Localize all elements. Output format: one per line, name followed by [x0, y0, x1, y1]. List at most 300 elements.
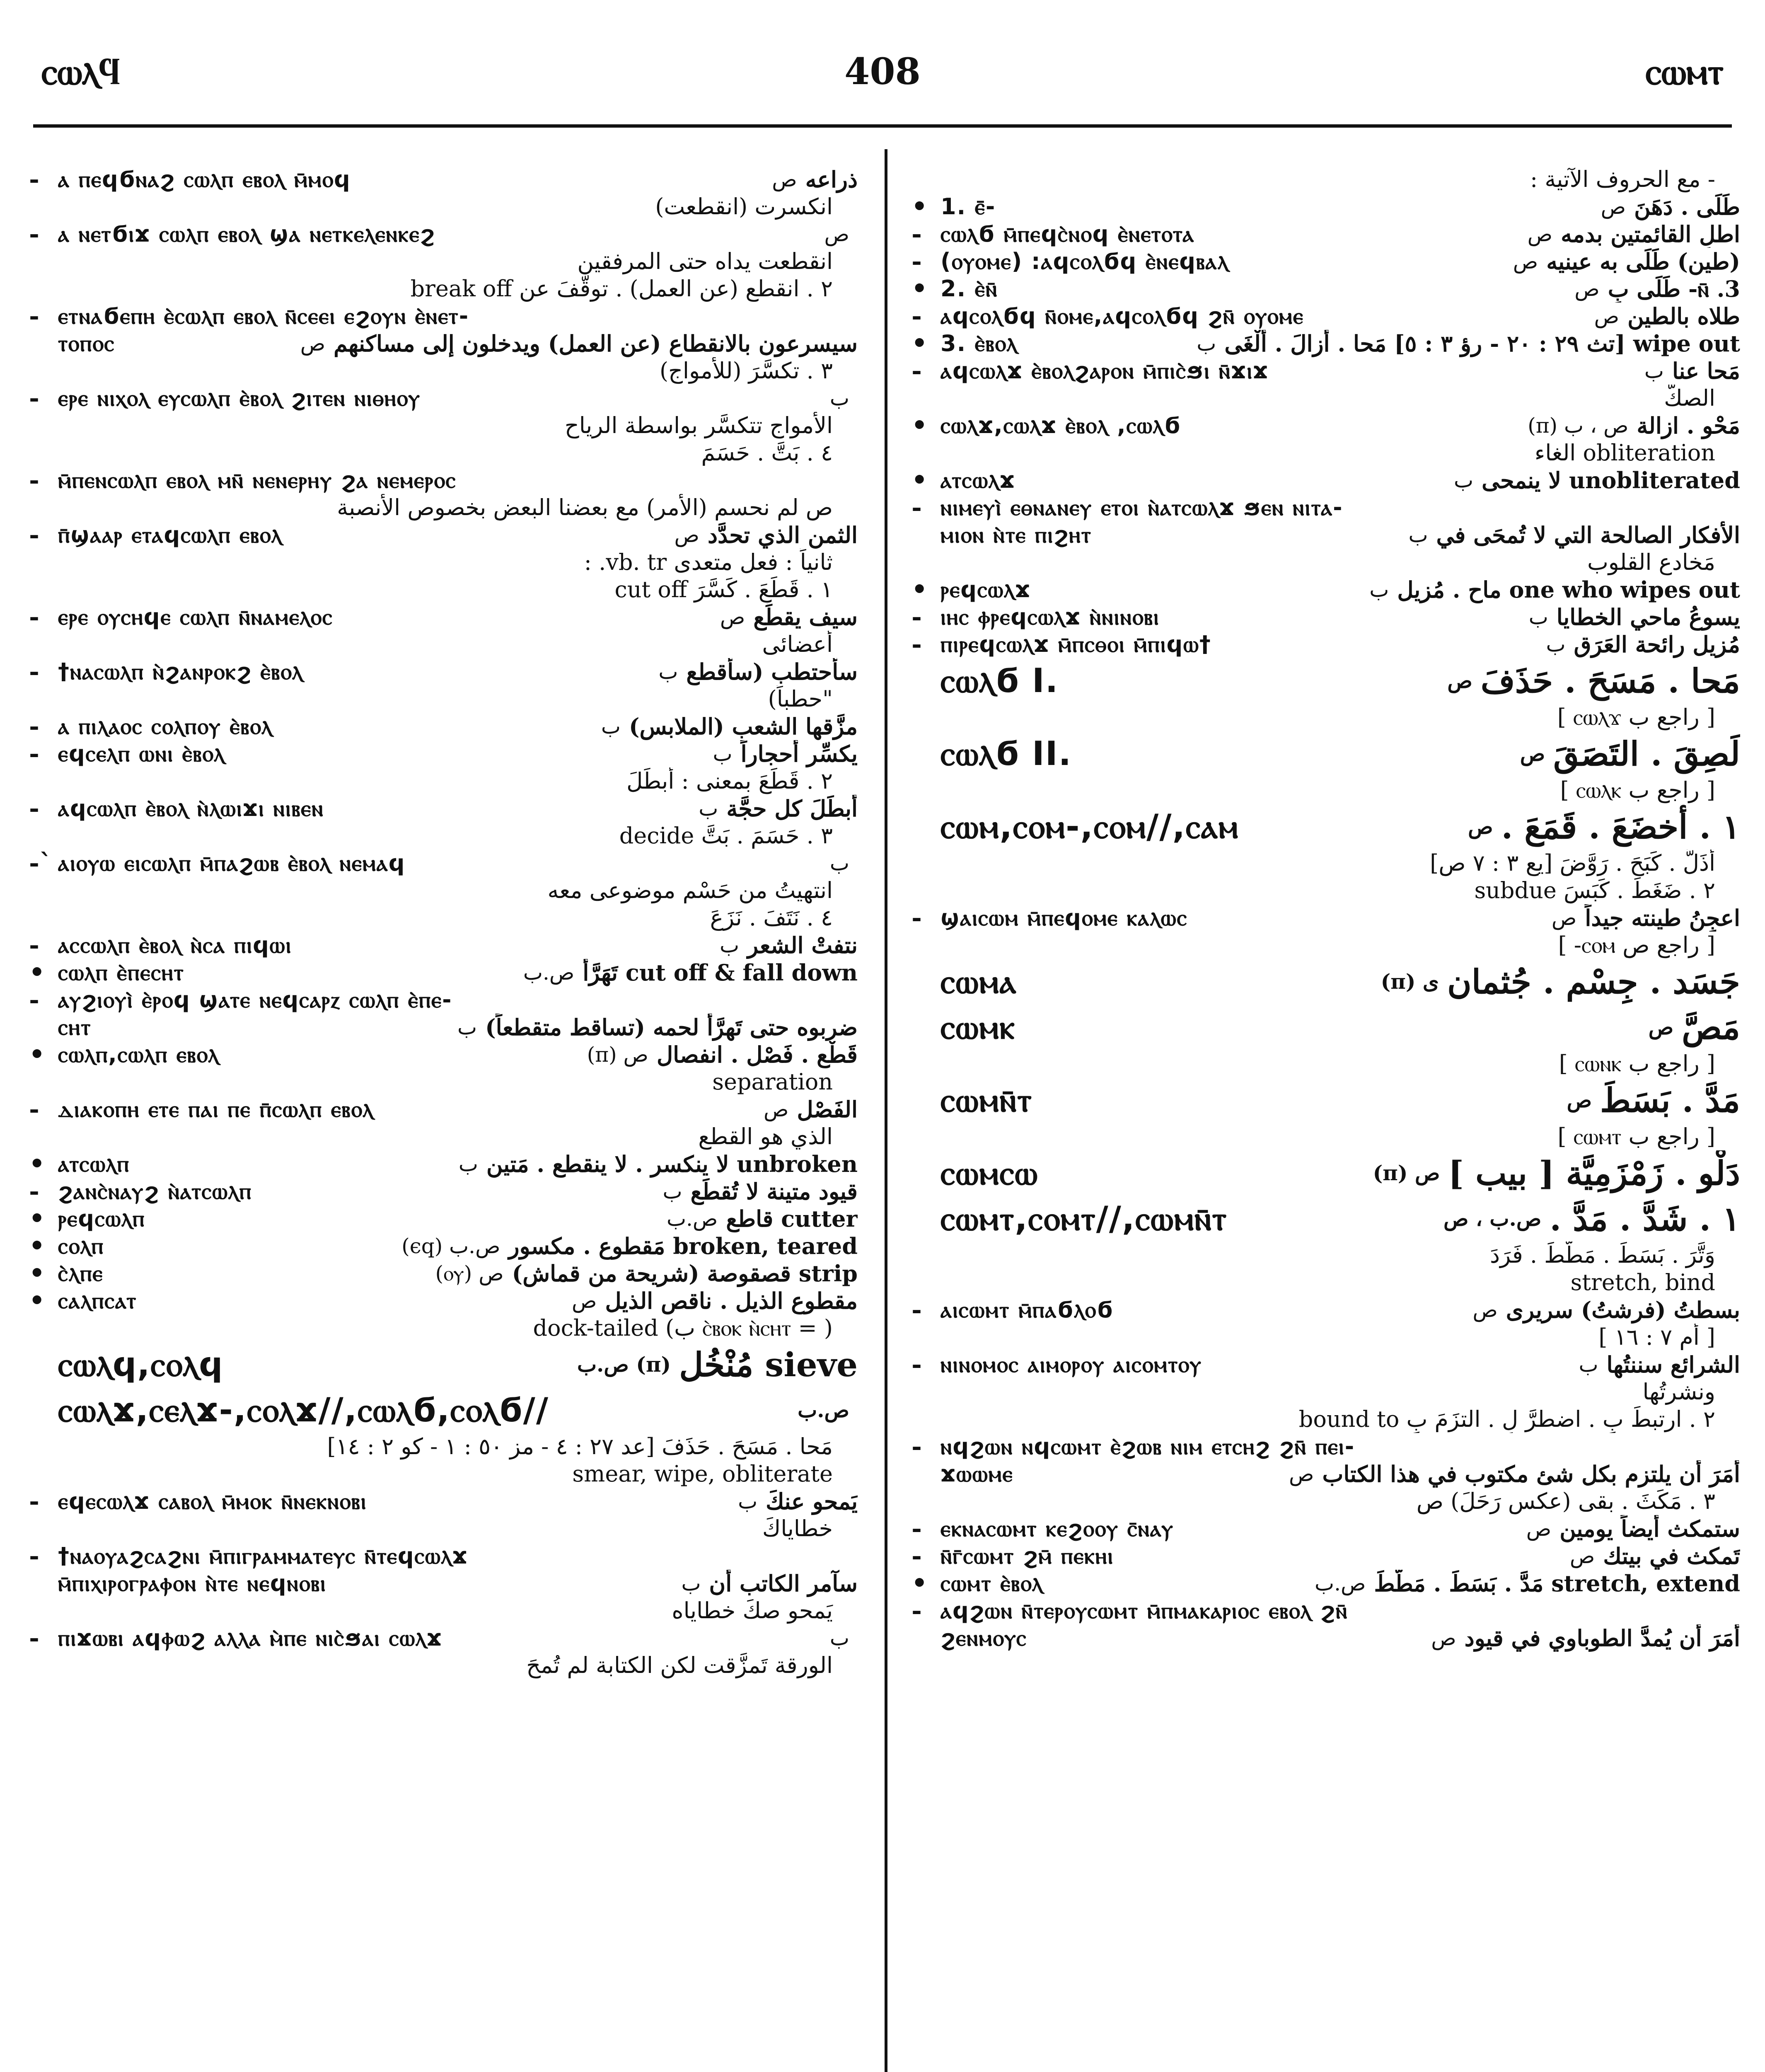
example-line — [912, 904, 1740, 932]
dialect-tag: ب — [699, 796, 718, 821]
coptic-text: ⲥⲱⲙⲥⲱ — [941, 1154, 1039, 1192]
dialect-tag: ب — [738, 1489, 758, 1513]
arabic-meaning: مَحْو . ازالة — [1637, 412, 1740, 439]
dialect-tag: ص — [1574, 277, 1600, 301]
page-number: 408 — [844, 50, 921, 93]
coptic-text: ⲥⲁⲗⲡⲥⲁⲧ — [58, 1288, 137, 1314]
entry-marker: • — [29, 1205, 45, 1232]
entry-marker: - — [29, 932, 39, 959]
example-line — [912, 275, 1740, 303]
entry-marker: - — [29, 658, 39, 685]
example-line — [29, 850, 858, 877]
coptic-text: ⲣⲉϥⲥⲱⲗϫ — [941, 576, 1031, 603]
arabic-gloss-line: انكسرت (انقطعت) — [655, 194, 833, 220]
entry-marker: - — [29, 303, 39, 330]
arabic-meaning: اطلِ القائمتين بدمه — [1561, 221, 1740, 247]
dialect-tag: ص.ب (π) — [577, 1352, 671, 1377]
example-line — [912, 1460, 1740, 1488]
arabic-meaning: الفَصْل — [797, 1096, 858, 1123]
example-line — [912, 521, 1740, 549]
arabic-meaning: أمَرَ أن يُمدَّ الطوباوي في قيود — [1464, 1625, 1740, 1651]
subentry-line — [29, 1041, 858, 1068]
arabic-meaning: أبطَلَ كل حجَّة — [726, 795, 858, 822]
dialect-tag: ص — [1648, 1015, 1674, 1039]
arabic-meaning: ذراعه — [805, 166, 858, 193]
coptic-text: ⲉⲣⲉ ⲛⲓⲭⲟⲗ ⲉⲩⲥⲱⲗⲡ ⲉ̀ⲃⲟⲗ ϩⲓⲧⲉⲛ ⲛⲓⲑⲏⲟⲩ — [58, 385, 421, 411]
entry-marker: - — [29, 1096, 39, 1123]
coptic-text: ⲡ̄ϣⲁⲁⲣ ⲉⲧⲁϥⲥⲱⲗⲡ ⲉⲃⲟⲗ — [58, 522, 283, 548]
dialect-tag: (π) ى — [1381, 969, 1439, 994]
dialect-tag: ب — [1579, 1353, 1598, 1377]
arabic-meaning: مَحا عنا — [1672, 358, 1740, 384]
subentry-line — [29, 1205, 858, 1232]
entry-marker: - — [912, 1351, 922, 1378]
dialect-tag: ب — [829, 386, 849, 410]
arabic-gloss-line: ثانياً : فعل متعدى vb. tr. : — [584, 549, 833, 575]
entry-marker: - — [912, 904, 922, 932]
example-line — [912, 330, 1740, 357]
entry-marker: - — [912, 603, 922, 631]
entry-marker: - — [29, 385, 39, 412]
arabic-gloss-line: ٣ . تكسَّرَ (للأمواج) — [660, 358, 833, 384]
arabic-meaning: جَسَد . جِسْم . جُثمان — [1447, 962, 1740, 1001]
example-line — [29, 330, 858, 357]
arabic-gloss-line: أعضائى — [762, 631, 833, 657]
dialect-tag: ب — [658, 660, 678, 684]
arabic-gloss-line: ٢ . قَطَعَ بمعنى : أبطَلَ — [626, 768, 833, 794]
subentry-line — [29, 959, 858, 986]
subentry-line — [912, 412, 1740, 439]
example-line — [912, 1597, 1740, 1624]
column-divider — [885, 149, 887, 2072]
coptic-text: ⲥⲱⲗϭ II. — [941, 734, 1072, 773]
dialect-tag: ص — [1513, 249, 1538, 274]
arabic-meaning: cut off & fall down تَهَرَّأَ — [583, 959, 858, 986]
dialect-tag: ب — [713, 742, 733, 766]
arabic-meaning: سأحتطب (سأقطع — [686, 658, 858, 685]
coptic-text: 2. ⲉ̀ⲛ̄ — [941, 276, 998, 302]
entry-marker: - — [912, 248, 922, 275]
coptic-text: ⲁϥϩⲱⲛ ⲛ̄ⲧⲉⲣⲟⲩⲥⲱⲙⲧ ⲙ̄ⲡⲙⲁⲕⲁⲣⲓⲟⲥ ⲉⲃⲟⲗ ϩⲛ̄ — [941, 1598, 1348, 1624]
example-line — [912, 357, 1740, 385]
coptic-text: †ⲛⲁⲟⲩⲁϩⲥⲁϩⲛⲓ ⲙ̄ⲡⲓⲅⲣⲁⲙⲙⲁⲧⲉⲩⲥ ⲛ̄ⲧⲉϥⲥⲱⲗϫ — [58, 1543, 468, 1569]
arabic-meaning: strip قصقوصة (شريحة من قماش) — [512, 1260, 858, 1287]
entry-marker: - — [912, 1597, 922, 1624]
example-line — [29, 1178, 858, 1205]
entry-marker: • — [29, 1287, 45, 1314]
coptic-text: ⲉϥⲥⲉⲗⲡ ⲱⲛⲓ ⲉ̀ⲃⲟⲗ — [58, 741, 225, 767]
dialect-tag: ص.ب — [666, 1207, 718, 1231]
entry-marker: - — [912, 1515, 922, 1542]
arabic-gloss-line: أذَلَّ . كَبَحَ . رَوَّضَ [يع ٣ : ٧ ص] — [1430, 850, 1715, 876]
arabic-gloss-line: [ راجع ص ⲥⲟⲙ- ] — [1558, 932, 1715, 958]
coptic-text: ⲥⲱⲗϫ,ⲥⲉⲗϫ-,ⲥⲟⲗϫ//,ⲥⲱⲗϭ,ⲥⲟⲗϭ// — [58, 1391, 549, 1429]
arabic-meaning: مزَّقها الشعب (الملابس) — [629, 713, 858, 740]
entry-marker: - — [912, 494, 922, 521]
arabic-gloss-line: separation — [712, 1069, 833, 1095]
coptic-text: 1. ⲉ̄- — [941, 194, 996, 220]
example-line — [912, 193, 1740, 220]
arabic-gloss-line: - مع الحروف الآتية : — [1530, 166, 1715, 192]
arabic-gloss-line: ٣ . مَكَثَ . بقى (عكس رَحَلَ) ص — [1416, 1488, 1715, 1514]
subentry-line — [912, 1570, 1740, 1597]
arabic-gloss-line: انتهيتُ من حَسْم موضوعى معه — [547, 877, 833, 903]
coptic-text: ⲥⲱⲗϫ,ⲥⲱⲗϫ ⲉ̀ⲃⲟⲗ ,ⲥⲱⲗϭ — [941, 412, 1181, 438]
dialect-tag: ص — [1289, 1462, 1314, 1486]
arabic-gloss-line: ٤ . نَتَفَ . نَزَعَ — [710, 905, 833, 931]
example-line — [912, 1542, 1740, 1570]
dialect-tag: ص — [1567, 1088, 1592, 1112]
arabic-gloss-line: الورقة تَمزَّقت لكن الكتابة لم تُمحَ — [526, 1652, 833, 1678]
arabic-gloss-line: وَتَّرَ . بَسَطَ . مَطَّطَ . فَرَدَ — [1490, 1242, 1715, 1268]
dialect-tag: ب — [1197, 332, 1216, 356]
arabic-meaning: cutter قاطع — [726, 1205, 858, 1232]
subentry-line — [29, 1287, 858, 1314]
arabic-meaning: دَلْو . زَمْزَمِيَّة [ بيب ] — [1448, 1154, 1740, 1193]
coptic-text: ⲁⲥⲥⲱⲗⲡ ⲉ̀ⲃⲟⲗ ⲛ̀ⲥⲁ ⲡⲓϥⲱⲓ — [58, 932, 292, 958]
coptic-text: ⲥⲱⲙⲕ — [941, 1008, 1016, 1046]
coptic-text: ⲥⲟⲗⲡ — [58, 1233, 104, 1259]
arabic-meaning: broken, teared مَقطوع . مكسور — [508, 1233, 858, 1259]
entry-marker: • — [912, 1570, 928, 1597]
example-line — [29, 166, 858, 193]
coptic-text: ⲙⲓⲟⲛ ⲛ̀ⲧⲉ ⲡⲓϩⲏⲧ — [941, 522, 1092, 548]
example-line — [912, 603, 1740, 631]
arabic-gloss-line: ١ . قَطَعَ . كَسَّرَ cut off — [614, 576, 833, 603]
dialect-tag: ب — [457, 1015, 477, 1039]
entry-marker: -` — [29, 850, 52, 877]
arabic-meaning: يَمحو عنكَ — [766, 1488, 858, 1515]
header-rule — [33, 124, 1732, 128]
arabic-gloss-line: انقطعت يداه حتى المرفقين — [577, 248, 833, 274]
subentry-line — [912, 467, 1740, 494]
coptic-text: ⲥⲱⲗⲡ,ⲥⲱⲗⲡ ⲉⲃⲟⲗ — [58, 1041, 220, 1067]
example-line — [29, 1624, 858, 1652]
headword-line — [912, 1150, 1740, 1196]
dialect-tag: ص — [1569, 1544, 1595, 1568]
arabic-meaning: يسوعُ ماحي الخطايا — [1556, 604, 1740, 630]
coptic-text: ⲁϥⲥⲱⲗⲡ ⲉ̀ⲃⲟⲗ ⲛ̀ⲗⲱⲓϫⲓ ⲛⲓⲃⲉⲛ — [58, 795, 324, 821]
dialect-tag: ص — [1601, 195, 1626, 219]
coptic-text: ⲥⲱⲙⲧ,ⲥⲟⲙⲧ//,ⲥⲱⲙⲛ̄ⲧ — [941, 1199, 1228, 1238]
arabic-meaning: قيود متينة لا تُقطَع — [690, 1178, 858, 1205]
coptic-text: ⲥⲏⲧ — [58, 1014, 92, 1040]
arabic-meaning: لَصِقَ . التَصَقَ — [1553, 734, 1740, 773]
coptic-text: ⲁⲓⲟⲩⲱ ⲉⲓⲥⲱⲗⲡ ⲙ̄ⲡⲁϩⲱⲃ ⲉ̀ⲃⲟⲗ ⲛⲉⲙⲁϥ — [58, 850, 406, 876]
dialect-tag: ب — [681, 1571, 701, 1595]
dialect-tag: ص.ب — [798, 1398, 849, 1422]
coptic-text: ϣⲁⲓⲥⲱⲙ ⲙ̄ⲡⲉϥⲟⲙⲉ ⲕⲁⲗⲱⲥ — [941, 905, 1188, 931]
headword-line — [912, 959, 1740, 1005]
dialect-tag: ص — [1431, 1626, 1456, 1650]
arabic-meaning: wipe out [تث ٢٩ : ٢٠ - رؤ ٣ : ٥] مَحا . أزالَ . أَلْغَى — [1224, 330, 1740, 357]
dialect-tag: ب — [829, 851, 849, 875]
coptic-text: ⲥⲱⲗⲡ ⲉ̀ⲡⲉⲥⲏⲧ — [58, 959, 184, 985]
example-line — [29, 795, 858, 822]
dialect-tag: ص — [1520, 741, 1545, 766]
arabic-meaning: مُزيل رائحة العَرَق — [1574, 631, 1740, 658]
entry-marker: • — [29, 1260, 45, 1287]
coptic-text: ⲁⲓⲥⲱⲙⲧ ⲙ̄ⲡⲁϭⲗⲟϭ — [941, 1297, 1114, 1323]
dialect-tag: ب — [1369, 578, 1389, 602]
arabic-gloss-line: ٢ . ضَغَطَ . كَبَسَ subdue — [1474, 877, 1715, 903]
entry-marker: - — [912, 1542, 922, 1570]
coptic-text: ⲛⲓⲛⲟⲙⲟⲥ ⲁⲓⲙⲟⲣⲟⲩ ⲁⲓⲥⲟⲙⲧⲟⲩ — [941, 1351, 1202, 1377]
entry-marker: - — [29, 603, 39, 631]
dialect-tag: ب — [601, 714, 621, 738]
arabic-meaning: مَصَّ — [1682, 1008, 1740, 1047]
coptic-text: ⲙ̄ⲡⲓⲭⲓⲣⲟⲅⲣⲁⲫⲟⲛ ⲛ̀ⲧⲉ ⲛⲉϥⲛⲟⲃⲓ — [58, 1570, 326, 1596]
coptic-text: ⲁⲧⲥⲱⲗⲡ — [58, 1151, 130, 1177]
entry-marker: - — [912, 357, 922, 385]
entry-marker: - — [29, 986, 39, 1014]
coptic-text: ⲁ ⲡⲓⲗⲁⲟⲥ ⲥⲟⲗⲡⲟⲩ ⲉ̀ⲃⲟⲗ — [58, 713, 273, 739]
arabic-meaning: unbroken لا ينكسر . لا ينقطع . مَتين — [486, 1151, 858, 1177]
entry-marker: - — [912, 220, 922, 248]
coptic-text: ⲡⲓⲣⲉϥⲥⲱⲗϫ ⲙ̄ⲡⲥⲑⲟⲓ ⲙ̄ⲡⲓϥⲱ† — [941, 631, 1211, 657]
arabic-gloss-line: [ راجع ب ⲥⲱⲙⲧ ] — [1557, 1123, 1715, 1150]
entry-marker: • — [29, 1150, 45, 1178]
entry-marker: - — [29, 1624, 39, 1652]
example-line — [912, 248, 1740, 275]
dialect-tag: ص — [824, 222, 849, 246]
example-line — [29, 220, 858, 248]
coptic-text: ⲥⲱⲙ,ⲥⲟⲙ-,ⲥⲟⲙ//,ⲥⲁⲙ — [941, 807, 1239, 846]
subentry-line — [29, 1232, 858, 1260]
example-line — [29, 1570, 858, 1597]
subentry-line — [29, 1150, 858, 1178]
arabic-gloss-line: ٢ . انقطع (عن العمل) . توقّفَ عن break off — [410, 276, 833, 302]
arabic-gloss-line: ( = ⲥ̀ⲃⲟⲕ ⲛ̀ⲥⲏⲧ ب) dock-tailed — [533, 1315, 833, 1341]
coptic-text: ⲁ ⲛⲉⲧϭⲓϫ ⲥⲱⲗⲡ ⲉⲃⲟⲗ ϣⲁ ⲛⲉⲧⲕⲉⲗⲉⲛⲕⲉϩ — [58, 221, 435, 247]
example-line — [29, 303, 858, 330]
arabic-gloss-line: stretch, bind — [1570, 1269, 1715, 1295]
coptic-text: ⲛϥϩⲱⲛ ⲛϥⲥⲱⲙⲧ ⲉ̀ϩⲱⲃ ⲛⲓⲙ ⲉⲧⲥⲏϩ ϩⲛ̄ ⲡⲉⲓ- — [941, 1433, 1355, 1460]
headword-line — [29, 1387, 858, 1433]
coptic-text: ⲙ̄ⲡⲉⲛⲥⲱⲗⲡ ⲉⲃⲟⲗ ⲙⲛ̄ ⲛⲉⲛⲉⲣⲏⲩ ϩⲁ ⲛⲉⲙⲉⲣⲟⲥ — [58, 467, 457, 493]
entry-marker: - — [29, 795, 39, 822]
arabic-meaning: الثمن الذي تحدَّد — [707, 522, 858, 548]
example-line — [29, 740, 858, 767]
right-column — [912, 166, 1740, 2072]
coptic-text: ⲓⲏⲥ ⲫⲣⲉϥⲥⲱⲗϫ ⲛ̀ⲛⲓⲛⲟⲃⲓ — [941, 604, 1160, 630]
arabic-gloss-line: الصكّ — [1664, 385, 1715, 411]
example-line — [29, 385, 858, 412]
arabic-gloss-line: "حطباً) — [768, 686, 833, 712]
arabic-gloss-line: [ راجع ب ⲥⲱⲗϫ ] — [1557, 704, 1715, 730]
arabic-meaning: سيف يقطِّع — [753, 604, 858, 630]
coptic-text: ⲥⲱⲗϥ,ⲥⲟⲗϥ — [58, 1345, 224, 1384]
arabic-gloss-line: [ راجع ب ⲥⲱⲗⲕ ] — [1560, 777, 1715, 803]
entry-marker: - — [912, 303, 922, 330]
dialect-tag: ب — [1546, 632, 1566, 656]
coptic-text: ⲡⲓϫⲱⲃⲓ ⲁϥⲫⲱϩ ⲁⲗⲗⲁ ⲙ̀ⲡⲉ ⲛⲓⲥ̀ϧⲁⲓ ⲥⲱⲗϫ — [58, 1625, 443, 1651]
entry-marker: - — [29, 1542, 39, 1570]
dialect-tag: ب — [662, 1179, 682, 1203]
coptic-text: ⲁⲧⲥⲱⲗϫ — [941, 467, 1015, 493]
entry-marker: • — [29, 959, 45, 986]
arabic-meaning: طَلَى . دَهَنَ — [1634, 194, 1740, 220]
coptic-text: ⲉⲧⲛⲁϭⲉⲡⲏ ⲉ̀ⲥⲱⲗⲡ ⲉⲃⲟⲗ ⲛ̄ⲥⲉⲉⲓ ⲉϩⲟⲩⲛ ⲉ̀ⲛⲉⲧ- — [58, 303, 469, 329]
headword-line — [912, 731, 1740, 777]
headword-line — [912, 804, 1740, 850]
dialect-tag: ص — [1527, 222, 1553, 246]
example-line — [29, 1096, 858, 1123]
arabic-gloss-line: مَحا . مَسَحَ . حَذَفَ [عد ٢٧ : ٤ - مز ٥٠ : ١ - كو ٢ : ١٤] — [327, 1433, 833, 1460]
arabic-meaning: مَحا . مَسَحَ . حَذَفَ — [1480, 661, 1740, 700]
dialect-tag: ص — [720, 605, 745, 629]
coptic-text: (ⲟⲩⲟⲙⲉ) :ⲁϥⲥⲟⲗϭϥ ⲉ̀ⲛⲉϥⲃⲁⲗ — [941, 248, 1229, 274]
example-line — [29, 467, 858, 494]
example-line — [29, 932, 858, 959]
arabic-meaning: يكسِّر أحجاراً — [740, 741, 858, 767]
header-right-guide-word: ⲥⲱⲙⲧ — [1645, 50, 1724, 93]
page-header — [0, 50, 1765, 116]
coptic-text: ⲉⲕⲛⲁⲥⲱⲙⲧ ⲕⲉϩⲟⲟⲩ ⲥ̄ⲛⲁⲩ — [941, 1515, 1174, 1542]
entry-marker: • — [29, 1041, 45, 1068]
arabic-meaning: ١ . شَدَّ . مَدَّ . — [1550, 1199, 1740, 1238]
example-line — [912, 220, 1740, 248]
dialect-tag: ب — [829, 1626, 849, 1650]
arabic-meaning: sieve مُنْخُل — [679, 1345, 858, 1384]
arabic-gloss-line: obliteration الغاء — [1534, 440, 1715, 466]
coptic-text: ⲥⲱⲙⲛ̄ⲧ — [941, 1081, 1032, 1119]
arabic-meaning: ١ . أخضَعَ . قَمَعَ . — [1501, 807, 1740, 846]
example-line — [29, 713, 858, 740]
dialect-tag: ص — [1526, 1517, 1552, 1541]
arabic-gloss-line: [ أم ٧ : ١٦ ] — [1598, 1324, 1715, 1350]
arabic-meaning: تَمكث في بيتك — [1603, 1543, 1740, 1569]
dialect-tag: (ⲟⲩ) ص — [435, 1261, 504, 1285]
arabic-meaning: ضربوه حتى تَهرَّأَ لحمه (تساقط متقطعاً) — [485, 1014, 858, 1041]
entry-marker: • — [912, 467, 928, 494]
arabic-meaning: 3. ⲛ̄- طَلَى بِ — [1608, 276, 1740, 302]
arabic-meaning: الأفكار الصالحة التي لا تُمحَى في — [1436, 522, 1740, 548]
dialect-tag: ص — [1472, 1298, 1498, 1322]
arabic-gloss-line: مَخادع القلوب — [1587, 549, 1715, 575]
example-line — [29, 1014, 858, 1041]
dialect-tag: ب — [458, 1152, 478, 1176]
entry-marker: - — [912, 1296, 922, 1324]
entry-marker: - — [29, 1488, 39, 1515]
example-line — [29, 986, 858, 1014]
dialect-tag: ب — [719, 933, 740, 957]
subentry-line — [912, 576, 1740, 603]
example-line — [912, 1433, 1740, 1460]
arabic-meaning: ستمكث أيضاً يومين — [1559, 1515, 1740, 1542]
entry-marker: • — [29, 1232, 45, 1260]
coptic-text: ⲉϥⲉⲥⲱⲗϫ ⲥⲁⲃⲟⲗ ⲙ̄ⲙⲟⲕ ⲛ̄ⲛⲉⲕⲛⲟⲃⲓ — [58, 1488, 367, 1514]
arabic-gloss-line: يَمحو صكَ خطاياه — [672, 1598, 833, 1624]
example-line — [912, 631, 1740, 658]
entry-marker: • — [912, 275, 928, 303]
arabic-gloss-line: ونشرتُها — [1642, 1379, 1715, 1405]
entry-marker: - — [29, 740, 39, 767]
coptic-text: ⲥ̀ⲗⲡⲉ — [58, 1260, 104, 1286]
dialect-tag: (π) ص — [587, 1043, 648, 1067]
arabic-meaning: (طين) طَلَى به عينيه — [1546, 248, 1740, 275]
entry-marker: • — [912, 193, 928, 220]
dialect-tag: ص — [571, 1289, 597, 1313]
coptic-text: ⲥⲱⲗϭ ⲙ̄ⲡⲉϥⲥ̀ⲛⲟϥ ⲉ̀ⲛⲉⲧⲟⲧⲁ — [941, 221, 1195, 247]
dialect-tag: ب — [1408, 523, 1428, 547]
arabic-meaning: مَدَّ . بَسَطَ — [1600, 1081, 1740, 1120]
coptic-text: ⲁ ⲡⲉϥϭⲛⲁϩ ⲥⲱⲗⲡ ⲉⲃⲟⲗ ⲙ̄ⲙⲟϥ — [58, 166, 351, 192]
arabic-meaning: one who wipes out ماحٍ . مُزيل — [1397, 576, 1740, 603]
arabic-meaning: سآمر الكاتب أن — [709, 1570, 858, 1597]
arabic-meaning: قَطْع . فَصْل . انفصال — [656, 1041, 858, 1068]
example-line — [29, 1542, 858, 1570]
entry-marker: • — [912, 576, 928, 603]
dialect-tag: ص.ب — [523, 961, 575, 985]
coptic-text: ϩⲉⲛⲙⲟⲩⲥ — [941, 1625, 1027, 1651]
arabic-meaning: stretch, extend مَدَّ . بَسَطَ . مَطَّطَ — [1374, 1570, 1740, 1597]
dialect-tag: ص — [1468, 814, 1493, 839]
entry-marker: - — [29, 220, 39, 248]
entry-marker: - — [29, 521, 39, 549]
left-column — [29, 166, 858, 2072]
headword-line — [912, 1077, 1740, 1123]
entry-marker: - — [912, 1433, 922, 1460]
headword-line — [29, 1342, 858, 1387]
dialect-tag: ص — [764, 1097, 789, 1121]
header-left-guide-word: ⲥⲱⲗϥ — [41, 50, 121, 93]
arabic-meaning: سيسرعون بالانقطاع (عن العمل) ويدخلون إلى مساكنهم — [334, 330, 858, 357]
arabic-gloss-line: smear, wipe, obliterate — [572, 1461, 833, 1487]
example-line — [912, 1624, 1740, 1652]
coptic-text: ⲁⲩϩⲓⲟⲩⲓ̀ ⲉ̀ⲣⲟϥ ϣⲁⲧⲉ ⲛⲉϥⲥⲁⲣⲍ ⲥⲱⲗⲡ ⲉ̀ⲡⲉ- — [58, 987, 452, 1013]
example-line — [912, 1351, 1740, 1378]
coptic-text: ϩⲁⲛⲥ̀ⲛⲁⲩϩ ⲛ̀ⲁⲧⲥⲱⲗⲡ — [58, 1178, 252, 1204]
arabic-meaning: أمَرَ أن يلتزم بكل شئ مكتوب في هذا الكتاب — [1322, 1461, 1740, 1487]
dialect-tag: ص — [772, 167, 797, 191]
headword-line — [912, 1196, 1740, 1242]
dialect-tag: ص — [1447, 668, 1472, 693]
arabic-gloss-line: ٣ . حَسَمَ . بَتَّ decide — [619, 823, 833, 849]
coptic-text: ⲣⲉϥⲥⲱⲗⲡ — [58, 1205, 145, 1232]
headword-line — [912, 658, 1740, 704]
arabic-meaning: طلاه بالطين — [1627, 303, 1740, 329]
dialect-tag: ب — [1453, 468, 1474, 492]
entry-marker: - — [29, 713, 39, 740]
arabic-meaning: اعجِنُ طينته جيداً — [1585, 905, 1740, 931]
coptic-text: ⲁϥⲥⲟⲗϭϥ ⲛ̄ⲟⲙⲉ,ⲁϥⲥⲟⲗϭϥ ϩⲛ̄ ⲟⲩⲟⲙⲉ — [941, 303, 1304, 329]
coptic-text: ⲥⲱⲗϭ I. — [941, 661, 1059, 700]
example-line — [29, 521, 858, 549]
coptic-text: ⲇⲓⲁⲕⲟⲡⲏ ⲉⲧⲉ ⲡⲁⲓ ⲡⲉ ⲡ̄ⲥⲱⲗⲡ ⲉⲃⲟⲗ — [58, 1096, 374, 1122]
arabic-meaning: بسطتُ (فرشتُ) سريرى — [1506, 1297, 1740, 1323]
dialect-tag: ب — [1644, 359, 1664, 383]
example-line — [912, 1515, 1740, 1542]
entry-marker: - — [29, 1178, 39, 1205]
arabic-gloss-line: ٢ . ارتبطَ بِ . اضطرَّ لِ . التزَمَ بِ bound to — [1298, 1406, 1715, 1432]
headword-line — [912, 1005, 1740, 1050]
arabic-gloss-line: الذي هو القطع — [698, 1123, 833, 1150]
dialect-tag: ص — [300, 332, 326, 356]
example-line — [912, 303, 1740, 330]
coptic-text: ϫⲱⲱⲙⲉ — [941, 1461, 1013, 1487]
arabic-gloss-line: ٤ . بَتَّ . حَسَمَ — [701, 440, 833, 466]
dialect-tag: (π) ص ، ب — [1528, 414, 1629, 438]
dialect-tag: (ϵq) ص.ب — [401, 1234, 500, 1258]
arabic-gloss-line: خطاياكَ — [762, 1515, 833, 1542]
arabic-gloss-line: ص لم نحسم (الأمر) مع بعضنا البعض بخصوص الأنصبة — [337, 494, 833, 520]
coptic-text: ⲥⲱⲙⲧ ⲉ̀ⲃⲟⲗ — [941, 1570, 1043, 1596]
coptic-text: 3. ⲉ̀ⲃⲟⲗ — [941, 330, 1018, 356]
arabic-meaning: الشرائع سننتُها — [1606, 1351, 1740, 1378]
entry-marker: - — [29, 166, 39, 193]
arabic-meaning: مقطوع الذيل . ناقص الذيل — [605, 1288, 858, 1314]
